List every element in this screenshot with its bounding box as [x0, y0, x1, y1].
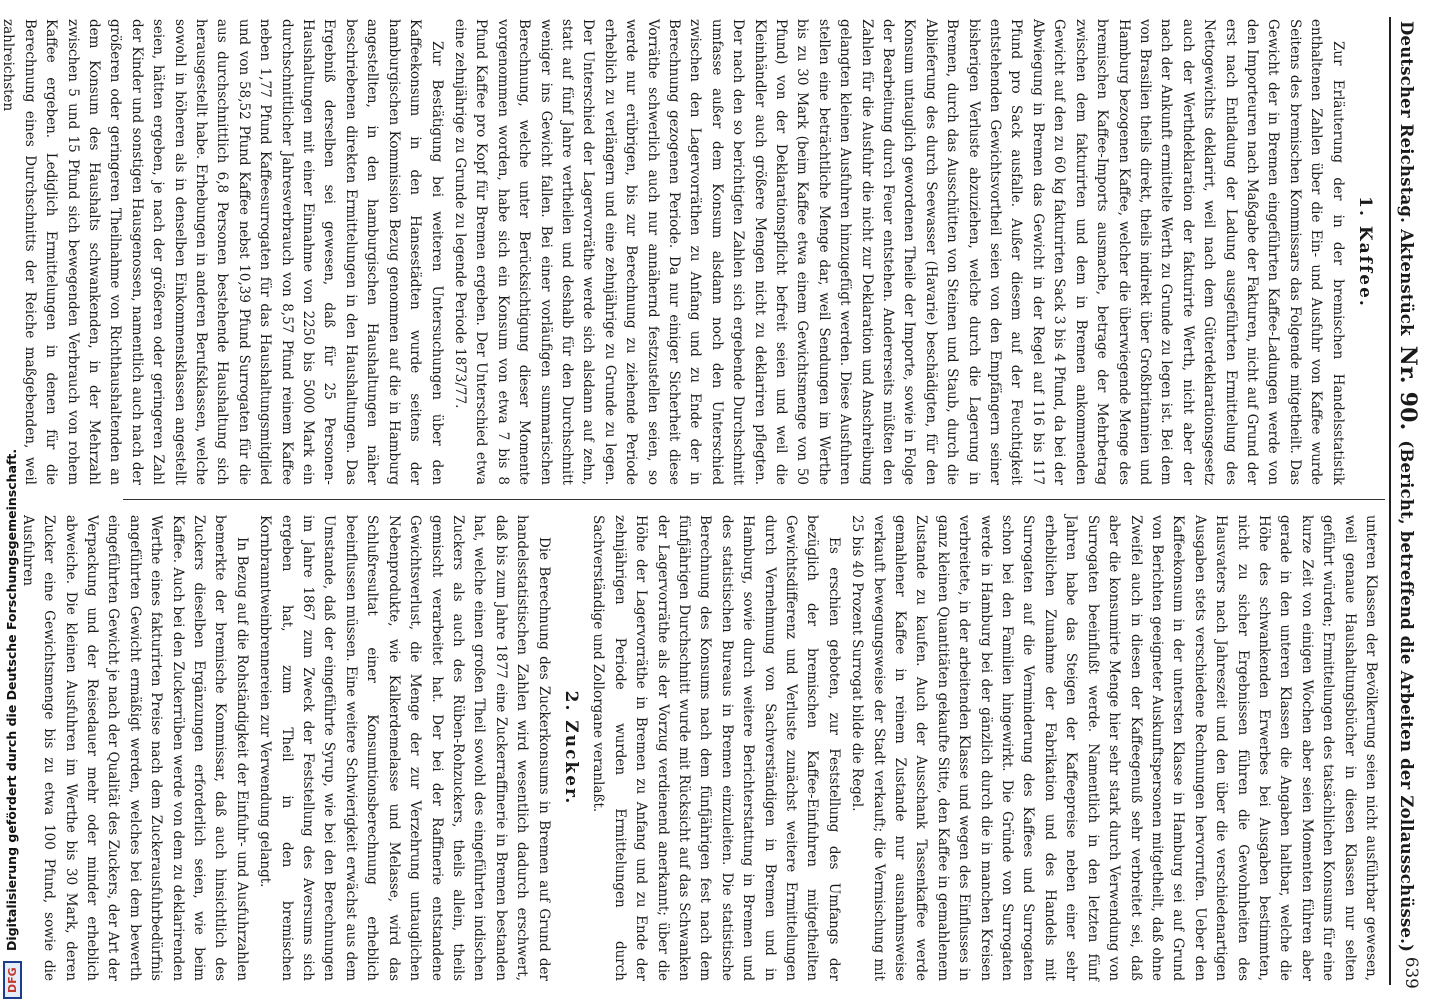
paragraph: Zur Bestätigung bei weiteren Untersuchungen über den Kaffeekonsum in den Hansestädten wurde seitens der hamburgischen Kommission Bezug genommen auf die in Hamburg angestellten, in den hamburgischen Haushaltungen näher beschriebenen direkten Ermittelungen in den Haushaltungen. Das Ergebniß derselben sei gewesen, daß für 25 Personen-Haushaltungen mit einer Einnahme von 2250 bis 5000 Mark ein durchschnittlicher Jahresverbrauch von 8,57 Pfund reinem Kaffee neben 1,77 Pfund Kaffeesurrogaten für das Haushaltungsmitglied und von 58,52 Pfund Kaffee nebst 10,39 Pfund Surrogaten für die aus durchschnittlich 6,8 Personen bestehende Haushaltung sich herausgestellt habe. Erhebungen in anderen Berufsklassen, welche sowohl in höheren als in denselben Einkommensklassen angestellt seien, hätten ergeben, je nach der größeren oder geringeren Zahl der Kinder und sonstigen Hausgenossen, namentlich auch nach der größeren oder geringeren Theilnahme von Richthaushaltenden an dem Konsum des Haushalts schwankenden, in der Mehrzahl zwischen 5 und 15 Pfund sich bewegenden Verbrauch von rohem Kaffee ergeben. Lediglich Ermittelungen in denen für die Berechnung eines Durchschnitts der Reiche maßgebenden, weil zahlreichsten	[0, 19, 445, 485]
journal-title: Deutscher Reichstag.	[1397, 21, 1416, 224]
paragraph: Es erschien geboten, zur Feststellung des Umfangs der bezüglich der bremischen Kaffee-Einfuhren mitgetheilten Gewichtsdifferenz und Verluste zunächst weitere Ermittelungen durch Vernehmung von Sachverständigen in Bremen und in Hamburg, sowie durch weitere Berichterstattung in Bremen und des statistischen Bureaus in Bremen einzuleiten. Die statistische Berechnung des Konsums nach dem fünfjährigen fest nach dem fünfjährigen Durchschnitt wurde mit Rücksicht auf das Schwanken der Lagervorräthe als der Vorzug verdienend anerkannt; über die Höhe der Lagervorräthe in Bremen zu Anfang und zu Ende der zehnjährigen Periode wurden Ermittelungen durch Sachverständige und Zollorgane veranlaßt.	[590, 515, 842, 981]
dfg-logo: DFG	[3, 961, 22, 999]
section-heading-zucker: 2. Zucker.	[560, 690, 581, 806]
left-column	[0, 19, 1381, 485]
right-column	[19, 515, 1381, 981]
aktenstueck-number: Nr. 90.	[1395, 345, 1421, 431]
aktenstueck-label: Aktenstück	[1397, 229, 1416, 336]
paragraph: Die Berechnung des Zuckerkonsums in Bremen auf Grund der handelsstatistischen Zahlen wird wesentlich dadurch erschwert, daß bis zum Jahre 1877 eine Zuckerraffinerie in Bremen bestanden hat, welche einen großen Theil sowohl des eingeführten indischen Zuckers als auch des Rüben-Rohzuckers, theils allein, theils gemischt verarbeitet hat. Der bei der Raffinerie entstandene Gewichtsverlust, die Menge der zur Verzehrung untauglichen Nebenprodukte, wie Kalkerdemelasse und Melasse, wird das Schlußresultat einer Konsumtionsberechnung erheblich beeinflussen müssen. Eine weitere Schwierigkeit erwächst aus dem Umstande, daß der eingeführte Syrup, wie bei den Berechnungen im Jahre 1867 zum Zweck der Feststellung des Aversums sich ergeben hat, zum Theil in den bremischen Kornbranntweinbrennereien zur Verwendung gelangt.	[257, 515, 552, 981]
report-subtitle: (Bericht, betreffend die Arbeiten der Zollausschüsse.)	[1397, 440, 1416, 953]
paragraph: unteren Klassen der Bevölkerung seien nicht ausführbar gewesen, weil genaue Haushaltungsbücher in diesen Klassen nur selten geführt würden; Ermittelungen des tatsächlichen Konsums für eine kurze Zeit von einigen Wochen aber seien Momenten führen aber gerade in den unteren Klassen die Angaben haltbar, welche die Höhe des schwankenden Erwerbes bei Ausgaben bestimmten, nicht zu sicher Ergebnissen führen die Gewohnheiten des Hausvaters nach Jahreszeit und den über die verschiedenartigen Ausgaben stets verschiedene Rechnungen hervorrufen. Ueber den Kaffeekonsum in der untersten Klasse in Hamburg sei auf Grund von Berichten geeigneter Auskunftspersonen mitgetheilt, daß ohne Zweifel auch in diesen der Kaffeegenuß sehr verbreitet sei, daß aber die konsumirte Menge hier sehr stark durch Verwendung von Surrogaten beeinflußt werde. Namentlich in den letzten fünf Jahren habe das Steigen der Kaffeepreise neben einer sehr erheblichen Zunahme der Fabrikation und des Handels mit Surrogaten auf die Verminderung des Kaffees und Surrogaten schon bei den Familien hingewirkt. Die Gründe von Surrogaten werde in Hamburg bei der gänzlich durch die in manchen Kreisen verbreitete, in der arbeitenden Klasse und wegen des Einflusses in ganz kleinen Quantitäten gekaufte Sitte, den Kaffee in gemahlenem Zustande zu kaufen. Auch der Ausschank Tassenkaffee werde gemahlener Kaffee in reinem Zustande nur ausnahmsweise verkauft bewegungsweise der Stadt verkauft; die Vermischung mit 25 bis 40 Prozent Surrogat bilde die Regel.	[849, 515, 1379, 981]
paragraph: In Bezug auf die Rohständigkeit der Einfuhr- und Ausfuhrzahlen bemerkte der bremische Kommissar, daß auch hinsichtlich des Zuckers dieselben Ergänzungen erforderlich seien, wie beim Kaffee. Auch bei den Zuckerrüben werde von dem zu deklarirenden Werthe eines fakturirten Preise nach dem Zuckerausfuhrbedürfnis angeführten Gewicht ermäßigt werden, welches bei dem bewerth eingeführten Gewicht je nach der Qualität des Zuckers, der Art der Verpackung und der Reisedauer mehr oder minder erheblich abweiche. Die kleinen Ausfuhren im Werthe bis 30 Mark, deren Zucker eine Gewichtsmenge bis zu etwa 100 Pfund, sowie die Ausfuhren	[19, 515, 250, 981]
funding-note: Digitalisierung gefördert durch die Deutsche Forschungsgemeinschaft.	[4, 448, 19, 951]
running-head	[1395, 21, 1421, 952]
column-divider	[123, 499, 1385, 500]
page-number: 639	[1402, 956, 1421, 989]
section-heading-kaffee: 1. Kaffee.	[1355, 196, 1375, 308]
paragraph: Zur Erläuterung der in der bremischen Handelsstatistik enthaltenen Zahlen über die Ein- und Ausfuhr von Kaffee wurde Seitens des bremischen Kommissars das Folgende mitgetheilt. Das Gewicht der in Bremen eingeführten Kaffee-Ladungen werde von den Importeuren nach Maßgabe der Fakturen, nicht auf Grund der erst nach Entladung der Ladung ausgeführten Ermittelung des Nettogewichts deklarirt, weil nach dem Güterdeklarationsgesetz auch der Werthdeklaration der fakturirte Werth, nicht aber der nach der Ankunft ermittelte Werth zu Grunde zu legen ist. Bei dem von Brasilien theils direkt, theils indirekt über Großbritannien und Hamburg bezogenen Kaffee, welcher die überwiegende Menge des bremischen Kaffee-Imports ausmache, betrage der Mehrbetrag zwischen dem fakturirten und dem in Bremen ankommenden Gewicht auf den zu 60 kg fakturirten Sack 3 bis 4 Pfund, da bei der Abwiegung in Bremen das Gewicht in der Regel auf 116 bis 117 Pfund pro Sack ausfalle. Außer diesem auf der Feuchtigkeit entstehenden Gewichtsvortheil seien von den Empfängern seiner bisherigen Verluste abzuziehen, welche durch die Lagerung in Bremen, durch das Ausschütten von Steinen und Staub, durch die Ablieferung des durch Seewasser (Havarie) beschädigten, für den Konsum untauglich gewordenen Theile der Importe, sowie in Folge der Bearbeitung durch Feuer entstehen. Andererseits müßten den Zahlen für die Ausfuhr die nicht zur Deklaration und Anschreibung gelangten kleinen Ausfuhren hinzugefügt werden. Diese Ausfuhren stellen eine beträchtliche Menge dar, weil Sendungen im Werthe bis zu 30 Mark (beim Kaffee etwa einem Gewichtsmenge von 50 Pfund) von der Deklarationspflicht befreit seien und weil die Kleinhändler auch größere Mengen nicht zu deklariren pflegten. Der nach den so berichtigten Zahlen sich ergebende Durchschnitt umfasse außer dem Konsum alsdann noch den Unterschied zwischen den Lagervorräthen zu Anfang und zu Ende der in Berechnung gezogenen Periode. Da nur einiger Sicherheit diese Vorräthe schwerlich auch nur annähernd festzustellen seien, so werde nur erübrigen, bis zur Berechnung zu ziehende Periode erheblich zu verlängern und eine zehnjährige zu Grunde zu legen. Der Unterschied der Lagervorräthe werde sich alsdann auf zehn, statt auf fünf Jahre vertheilen und deshalb für den Durchschnitt weniger ins Gewicht fallen. Bei einer vorläufigen summarischen Berechnung, welche unter Berücksichtigung dieser Momente vorgenommen worden, habe sich ein Konsum von etwa 7 bis 8 Pfund Kaffee pro Kopf für Bremen ergeben. Der Unterschied etwa eine zehnjährige zu Grunde zu legende Periode 1873/77.	[451, 19, 1346, 485]
page-header	[1393, 5, 1427, 995]
header-rule	[1389, 17, 1391, 985]
digitization-footer	[3, 0, 27, 999]
